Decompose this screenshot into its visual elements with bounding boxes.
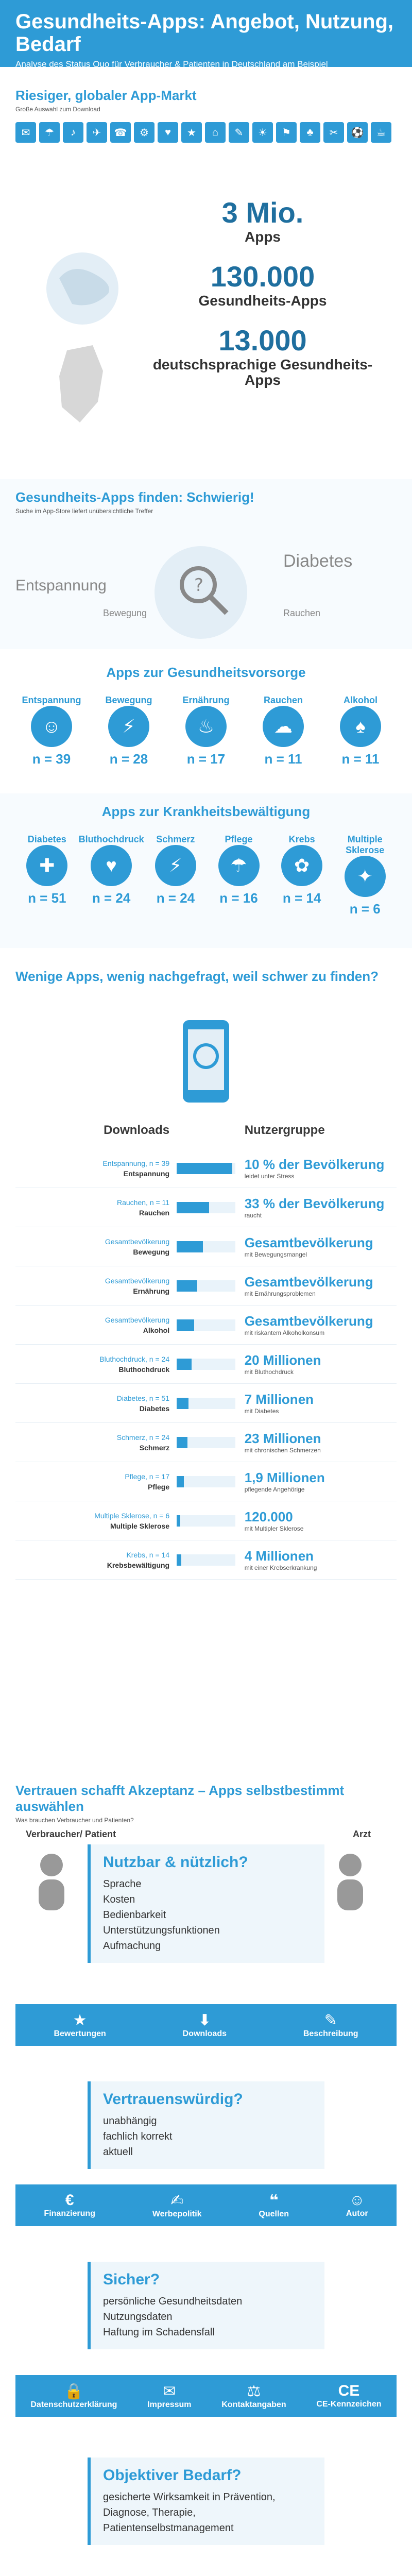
category-label: Pflege (225, 834, 253, 844)
search-word-rauchen: Rauchen (283, 608, 321, 618)
population-value: 4 Millionen (244, 1548, 314, 1564)
benefit-question: Objektiver Bedarf? (103, 2467, 242, 2484)
category-count: n = 6 (349, 901, 381, 917)
category-icon: ✚ (26, 845, 67, 886)
category-label: Diabetes (27, 834, 66, 844)
strip-icon: ✍ (170, 2192, 184, 2209)
population-value: 1,9 Millionen (244, 1470, 325, 1485)
usage-category: Bluthochdruck (118, 1365, 170, 1374)
usage-left (15, 1316, 177, 1334)
header (0, 0, 412, 81)
search-word-entspannung: Entspannung (15, 577, 107, 594)
population-note: raucht (244, 1212, 262, 1219)
downloads-label: Diabetes, n = 51 (116, 1394, 170, 1402)
category-icon: ✿ (281, 845, 322, 886)
trustworthy-question: Vertrauenswürdig? (103, 2091, 243, 2108)
usage-left (15, 1355, 177, 1374)
category-icon: ☁ (263, 706, 304, 747)
strip-item (30, 2382, 117, 2410)
usage-right (235, 1509, 397, 1532)
app-tile-icon: ♣ (300, 122, 320, 143)
useful-strip (15, 2004, 397, 2046)
category-icon: ⚡ (108, 706, 149, 747)
disease-title: Apps zur Krankheitsbewältigung (101, 804, 311, 819)
magnifier-icon (170, 556, 232, 618)
usage-column-headers (15, 1123, 397, 1138)
strip-item (183, 2011, 227, 2039)
usage-category: Rauchen (139, 1208, 170, 1217)
category-icon: ☺ (31, 706, 72, 747)
population-value: Gesamtbevölkerung (244, 1235, 373, 1250)
usage-right (235, 1274, 397, 1297)
category-count: n = 11 (264, 751, 302, 767)
category-count: n = 17 (186, 751, 226, 767)
app-tile-icon: ♥ (158, 122, 178, 143)
population-note: mit riskantem Alkoholkonsum (244, 1329, 325, 1336)
search-section (0, 479, 412, 649)
category-label: Ernährung (182, 695, 230, 705)
strip-icon: ❝ (269, 2192, 279, 2209)
usage-right (235, 1431, 397, 1454)
trustworthy-list: unabhängig fachlich korrekt aktuell (103, 2115, 173, 2158)
strip-item (44, 2192, 95, 2219)
usage-left (15, 1198, 177, 1217)
population-note: mit einer Krebserkrankung (244, 1564, 317, 1571)
app-tile-icon: ☕ (371, 122, 391, 143)
patient-label: Verbraucher/ Patient (26, 1829, 116, 1839)
usage-rows (15, 1149, 397, 1580)
benefit-card (88, 2458, 324, 2545)
usage-right (235, 1548, 397, 1571)
strip-icon: 🔒 (64, 2383, 84, 2400)
apps-count: 3 Mio. (221, 196, 304, 229)
prevention-category (247, 695, 319, 767)
downloads-label: Bluthochdruck, n = 24 (99, 1354, 170, 1363)
usage-bar-fill (177, 1202, 209, 1213)
market-section (0, 77, 412, 479)
disease-section (0, 793, 412, 948)
safe-strip (15, 2375, 397, 2417)
usage-bar-track (177, 1437, 235, 1448)
usage-left (15, 1472, 177, 1491)
market-title: Riesiger, globaler App-Markt (15, 88, 197, 103)
usage-row (15, 1188, 397, 1227)
prevention-section (0, 654, 412, 788)
usage-bar-fill (177, 1476, 184, 1487)
usage-left (15, 1238, 177, 1256)
disease-category (207, 834, 270, 917)
category-icon: ☂ (218, 845, 260, 886)
downloads-label: Krebs, n = 14 (126, 1550, 170, 1559)
usage-right (235, 1235, 397, 1258)
usage-row (15, 1227, 397, 1266)
population-note: leidet unter Stress (244, 1173, 295, 1180)
downloads-header: Downloads (104, 1123, 170, 1137)
category-label: Multiple Sklerose (346, 834, 385, 855)
strip-item (147, 2382, 191, 2410)
usage-section (0, 958, 412, 1762)
app-tile-icon: ✎ (229, 122, 249, 143)
category-label: Alkohol (344, 695, 377, 705)
usage-row (15, 1384, 397, 1423)
app-tile-icon: ⌂ (205, 122, 226, 143)
app-icon-grid (15, 122, 397, 143)
population-note: mit Ernährungsproblemen (244, 1290, 316, 1297)
strip-icon: ⬇ (198, 2012, 211, 2029)
market-subtitle: Große Auswahl zum Download (15, 106, 100, 113)
usage-category: Ernährung (133, 1286, 170, 1295)
app-tile-icon: ✉ (15, 122, 36, 143)
useful-question: Nutzbar & nützlich? (103, 1854, 248, 1871)
usage-left (15, 1433, 177, 1452)
usage-right (235, 1313, 397, 1336)
usage-bar-track (177, 1398, 235, 1409)
strip-label: Finanzierung (44, 2209, 95, 2218)
usage-bar-fill (177, 1241, 203, 1252)
usage-category: Pflege (148, 1482, 170, 1491)
app-tile-icon: ✈ (87, 122, 107, 143)
strip-icon: CE (338, 2382, 360, 2399)
population-value: 23 Millionen (244, 1431, 321, 1446)
strip-label: Datenschutzerklärung (30, 2400, 117, 2409)
trust-title: Vertrauen schafft Akzeptanz – Apps selbstbestimmt auswählen (15, 1783, 345, 1814)
usage-bar-track (177, 1515, 235, 1527)
population-value: Gesamtbevölkerung (244, 1274, 373, 1290)
category-label: Entspannung (22, 695, 81, 705)
population-value: 10 % der Bevölkerung (244, 1157, 385, 1172)
usage-row (15, 1462, 397, 1501)
usage-left (15, 1551, 177, 1569)
useful-card (88, 1844, 324, 1963)
german-apps-label: deutschsprachige Gesundheits-Apps (152, 356, 373, 388)
prevention-category (170, 695, 242, 767)
app-tile-icon: ☎ (110, 122, 131, 143)
market-stats (149, 185, 376, 388)
usage-bar-fill (177, 1280, 197, 1292)
population-value: Gesamtbevölkerung (244, 1313, 373, 1329)
usage-left (15, 1394, 177, 1413)
population-value: 120.000 (244, 1509, 293, 1524)
useful-list: Sprache Kosten Bedienbarkeit Unterstützungsfunktionen Aufmachung (103, 1878, 220, 1952)
category-count: n = 16 (219, 890, 258, 906)
disease-category (15, 834, 79, 917)
downloads-label: Gesamtbevölkerung (105, 1315, 170, 1324)
strip-label: Quellen (259, 2210, 289, 2218)
downloads-label: Schmerz, n = 24 (116, 1433, 170, 1442)
health-apps-count: 130.000 (210, 260, 315, 293)
downloads-label: Multiple Sklerose, n = 6 (94, 1511, 170, 1520)
prevention-category (324, 695, 397, 767)
population-note: mit Bluthochdruck (244, 1368, 294, 1376)
safe-question: Sicher? (103, 2271, 160, 2288)
usage-category: Alkohol (143, 1326, 170, 1334)
strip-label: Kontaktangaben (221, 2400, 286, 2409)
strip-label: Impressum (147, 2400, 192, 2409)
strip-label: Autor (346, 2209, 368, 2218)
usage-category: Schmerz (139, 1443, 170, 1452)
usage-bar-fill (177, 1319, 194, 1331)
usage-bar-fill (177, 1398, 188, 1409)
app-tile-icon: ★ (181, 122, 202, 143)
usage-row (15, 1306, 397, 1345)
patient-icon (31, 1850, 72, 1911)
app-tile-icon: ⚑ (276, 122, 297, 143)
search-word-bewegung: Bewegung (103, 608, 147, 618)
category-count: n = 24 (92, 890, 131, 906)
downloads-label: Pflege, n = 17 (125, 1472, 170, 1481)
population-note: mit Multipler Sklerose (244, 1525, 304, 1532)
strip-item (221, 2382, 286, 2410)
app-tile-icon: ⚽ (347, 122, 368, 143)
prevention-category (15, 695, 88, 767)
prevention-title: Apps zur Gesundheitsvorsorge (106, 665, 306, 680)
usage-left (15, 1277, 177, 1295)
benefit-list: gesicherte Wirksamkeit in Prävention, Diagnose, Therapie, Patientenselbstmanagement (103, 2492, 276, 2534)
strip-icon: ☺ (349, 2192, 365, 2209)
usage-category: Bewegung (133, 1247, 170, 1256)
usage-right (235, 1392, 397, 1415)
disease-category (79, 834, 144, 917)
category-label: Schmerz (156, 834, 195, 844)
usage-right (235, 1196, 397, 1219)
category-icon: ✦ (345, 856, 386, 897)
doctor-label: Arzt (353, 1829, 371, 1839)
usage-row (15, 1149, 397, 1188)
app-tile-icon: ✂ (323, 122, 344, 143)
usage-left (15, 1159, 177, 1178)
strip-item (316, 2382, 381, 2410)
strip-item (54, 2011, 106, 2039)
usage-row (15, 1501, 397, 1540)
strip-item (259, 2192, 289, 2219)
prevention-category (93, 695, 165, 767)
usage-bar-fill (177, 1437, 187, 1448)
population-value: 20 Millionen (244, 1352, 321, 1368)
usage-row (15, 1345, 397, 1384)
globe-and-germany-map-icon (31, 247, 134, 443)
usage-row (15, 1423, 397, 1462)
usage-category: Multiple Sklerose (110, 1521, 170, 1530)
disease-category (144, 834, 208, 917)
usage-bar-track (177, 1359, 235, 1370)
category-icon: ♥ (91, 845, 132, 886)
trustworthy-card (88, 2081, 324, 2169)
usage-bar-track (177, 1280, 235, 1292)
strip-icon: ✎ (324, 2012, 337, 2029)
search-cloud (15, 536, 397, 639)
usage-bar-track (177, 1202, 235, 1213)
usage-category: Entspannung (123, 1169, 170, 1178)
population-note: mit chronischen Schmerzen (244, 1447, 321, 1454)
strip-icon: ★ (73, 2012, 87, 2029)
usage-bar-track (177, 1241, 235, 1252)
category-count: n = 14 (282, 890, 321, 906)
population-value: 7 Millionen (244, 1392, 314, 1407)
population-note: pflegende Angehörige (244, 1486, 305, 1493)
downloads-label: Gesamtbevölkerung (105, 1237, 170, 1246)
usage-right (235, 1470, 397, 1493)
category-label: Bluthochdruck (78, 834, 144, 844)
category-count: n = 28 (109, 751, 148, 767)
page-subtitle: Analyse des Status Quo für Verbraucher & Patienten in Deutschland am Beispiel ausgewählter Indikationen mit hoher Public Health Relevanz (15, 59, 328, 81)
category-label: Krebs (288, 834, 315, 844)
app-tile-icon: ♪ (63, 122, 83, 143)
safe-list: persönliche Gesundheitsdaten Nutzungsdaten Haftung im Schadensfall (103, 2296, 243, 2338)
category-count: n = 51 (28, 890, 66, 906)
usage-row (15, 1540, 397, 1580)
usage-right (235, 1352, 397, 1376)
usage-bar-fill (177, 1359, 191, 1370)
usage-right (235, 1157, 397, 1180)
search-word-diabetes: Diabetes (283, 551, 353, 571)
usage-category: Diabetes (139, 1404, 170, 1413)
category-icon: ⚡ (155, 845, 196, 886)
usage-title: Wenige Apps, wenig nachgefragt, weil schwer zu finden? (15, 969, 379, 984)
disease-category (333, 834, 397, 917)
downloads-label: Entspannung, n = 39 (102, 1159, 170, 1167)
usage-bar-fill (177, 1554, 181, 1566)
strip-label: Beschreibung (303, 2029, 358, 2038)
search-subtitle: Suche im App-Store liefert unübersichtliche Treffer (15, 507, 153, 515)
search-title: Gesundheits-Apps finden: Schwierig! (15, 489, 254, 505)
population-header: Nutzergruppe (244, 1123, 325, 1137)
german-apps-count: 13.000 (218, 324, 307, 357)
health-apps-label: Gesundheits-Apps (198, 292, 327, 309)
strip-label: CE-Kennzeichen (316, 2400, 382, 2409)
usage-bar-fill (177, 1163, 232, 1174)
strip-item (152, 2192, 202, 2219)
disease-category (270, 834, 334, 917)
strip-item (303, 2011, 358, 2039)
safe-card (88, 2262, 324, 2349)
usage-left (15, 1512, 177, 1530)
category-label: Bewegung (105, 695, 152, 705)
trust-subtitle: Was brauchen Verbraucher und Patienten? (15, 1817, 134, 1824)
page-title: Gesundheits-Apps: Angebot, Nutzung, Bedarf (15, 10, 394, 56)
usage-category: Krebsbewältigung (107, 1561, 170, 1569)
usage-row (15, 1266, 397, 1306)
strip-label: Downloads (182, 2029, 227, 2038)
app-tile-icon: ☀ (252, 122, 273, 143)
strip-icon: € (65, 2192, 74, 2209)
strip-label: Bewertungen (54, 2029, 106, 2038)
category-label: Rauchen (263, 695, 303, 705)
strip-icon: ⚖ (247, 2383, 261, 2400)
disease-categories (15, 834, 397, 917)
usage-bar-track (177, 1163, 235, 1174)
prevention-categories (15, 695, 397, 767)
population-note: mit Diabetes (244, 1408, 279, 1415)
usage-bar-track (177, 1554, 235, 1566)
doctor-icon (330, 1850, 371, 1911)
app-tile-icon: ☂ (39, 122, 60, 143)
strip-label: Werbepolitik (152, 2210, 202, 2218)
usage-bar-fill (177, 1515, 180, 1527)
category-icon: ♨ (185, 706, 227, 747)
strip-item (346, 2192, 368, 2219)
usage-bar-track (177, 1476, 235, 1487)
apps-label: Apps (245, 229, 281, 245)
phone-search-icon (170, 1015, 242, 1108)
usage-bar-track (177, 1319, 235, 1331)
downloads-label: Rauchen, n = 11 (117, 1198, 170, 1207)
category-count: n = 11 (341, 751, 380, 767)
population-note: mit Bewegungsmangel (244, 1251, 307, 1258)
downloads-label: Gesamtbevölkerung (105, 1276, 170, 1285)
svg-text:?: ? (194, 575, 204, 596)
category-count: n = 24 (156, 890, 195, 906)
strip-icon: ✉ (163, 2383, 176, 2400)
trustworthy-strip (15, 2184, 397, 2226)
population-value: 33 % der Bevölkerung (244, 1196, 385, 1211)
category-count: n = 39 (32, 751, 71, 767)
trust-section (0, 1772, 412, 2576)
app-tile-icon: ⚙ (134, 122, 154, 143)
category-icon: ♠ (340, 706, 381, 747)
